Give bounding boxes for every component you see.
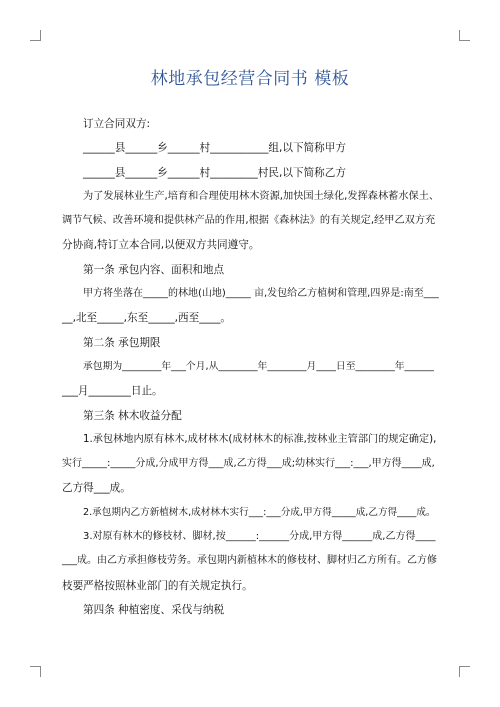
preamble-line-1: 为了发展林业生产,培育和合理使用林木资源,加快国土绿化,发挥森林蓄水保土、 [83, 190, 440, 202]
party-b-line: ______县______乡______村_________村民,以下简称乙方 [83, 166, 346, 179]
clause-3-item-1-line-3: 乙方得___成。 [62, 482, 131, 495]
clause-1-heading: 第一条 承包内容、面积和地点 [83, 263, 225, 276]
clause-3-item-1-line-1: 1.承包林地内原有林木,成材林木(成材林木的标准,按林业主管部门的规定确定), [83, 433, 437, 445]
clause-4-heading: 第四条 种植密度、采伐与纳税 [83, 603, 225, 616]
clause-3-item-3-line-2: ___成。由乙方承担修枝劳务。承包期内新植林木的修枝材、脚材归乙方所有。乙方修 [62, 555, 437, 567]
clause-3-item-1-line-2: 实行_____:_____分成,分成甲方得___成,乙方得___成;幼林实行___:___,甲方得____成, [62, 458, 435, 470]
crop-mark-top-left [30, 30, 41, 41]
clause-2-heading: 第二条 承包期限 [83, 336, 161, 349]
clause-3-heading: 第三条 林木收益分配 [83, 409, 182, 422]
clause-2-line-1: 承包期为________年___个月,从________年________月____日至________年______ [83, 360, 434, 372]
parties-heading: 订立合同双方: [83, 118, 151, 130]
preamble-line-3: 分协商,特订立本合同,以便双方共同遵守。 [62, 239, 260, 252]
clause-3-item-3-line-1: 3.对原有林木的修枝材、脚材,按______:______分成,甲方得______成,乙方得____ [83, 531, 436, 543]
clause-2-line-2: ___月________日止。 [62, 385, 163, 398]
contract-body [62, 112, 440, 622]
crop-mark-bottom-right [459, 666, 470, 677]
preamble-line-2: 调节气候、改善环境和提供林产品的作用,根据《森林法》的有关规定,经甲乙双方充 [62, 215, 436, 227]
crop-mark-bottom-left [30, 666, 41, 677]
clause-1-line-2: __,北至_____,东至_____,西至____。 [62, 312, 232, 325]
clause-3-item-3-line-3: 枝要严格按照林业部门的有关规定执行。 [62, 579, 253, 592]
document-title: 林地承包经营合同书 模板 [150, 69, 350, 89]
clause-1-line-1: 甲方将坐落在_____的林地(山地)_____ 亩,发包给乙方植树和管理,四界是:南至___ [83, 288, 439, 300]
crop-mark-top-right [459, 30, 470, 41]
clause-3-item-2: 2.承包期内乙方新植树木,成材林木实行___:___分成,甲方得_____成,乙方得____成。 [83, 506, 436, 518]
party-a-line: ______县______乡______村___________组,以下简称甲方 [83, 142, 346, 155]
